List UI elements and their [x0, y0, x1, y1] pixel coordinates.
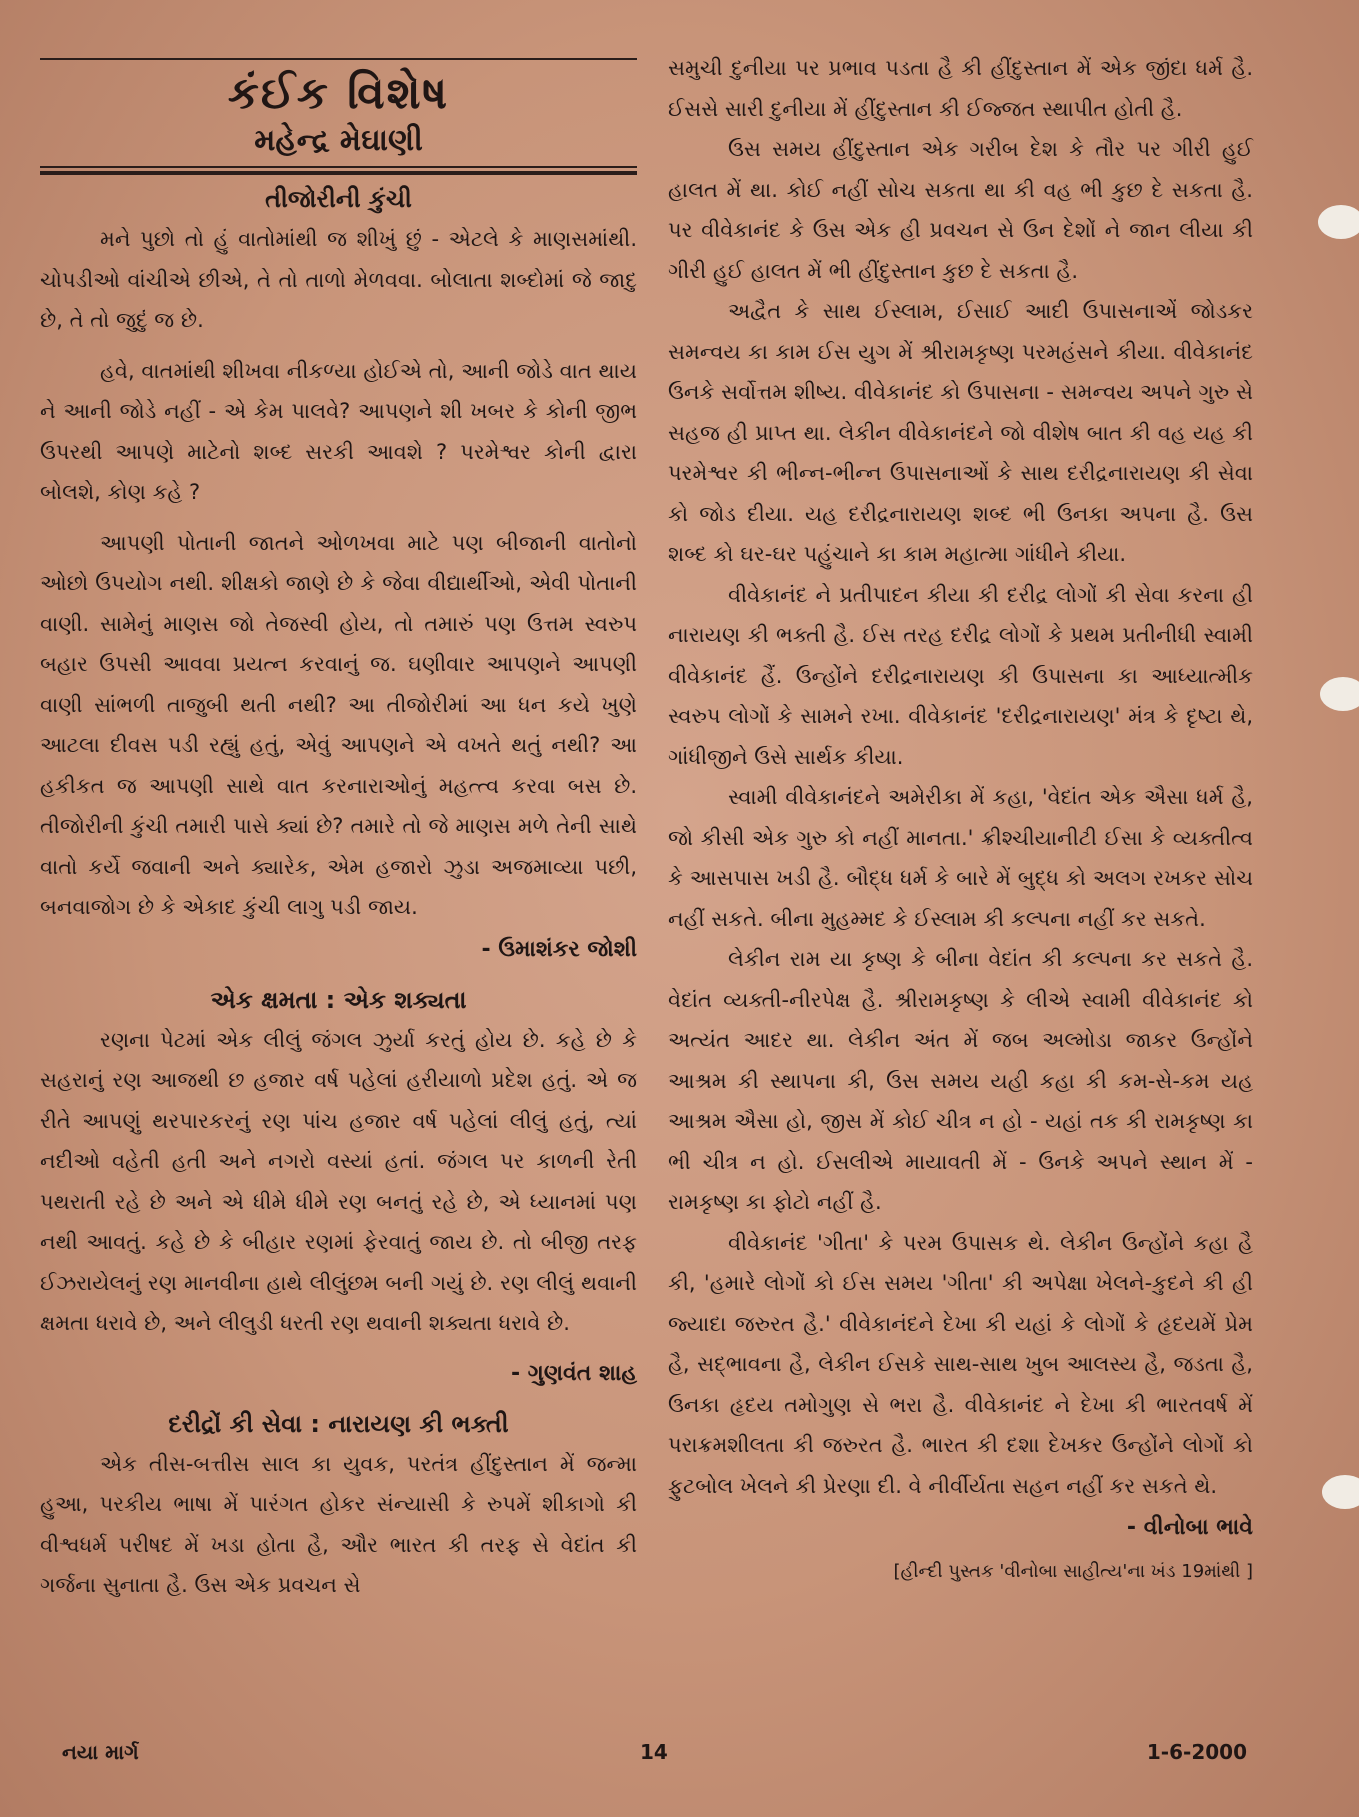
footer-date: 1-6-2000: [1146, 1740, 1247, 1764]
section-heading: દરીદ્રોં કી સેવા : નારાયણ કી ભક્તી: [168, 1409, 509, 1438]
article-paragraph: વીવેકાનંદ 'ગીતા' કે પરમ ઉપાસક થે. લેકીન ઉન્હોંને કહા હૈ કી, 'હમારે લોગોં કો ઈસ સમય 'ગીતા' કી અપેક્ષા ખેલને-કુદને કી હી જ્યાદા જરુરત હૈ.' વીવેકાનંદને દેખા કી યહાં કે લોગોં કે હૃદયમેં પ્રેમ હૈ, સદ્ભાવના હૈ, લેકીન ઈસકે સાથ-સાથ ખુબ આલસ્ય હૈ, જડતા હૈ, ઉનકા હૃદય તમોગુણ સે ભરા હૈ. વીવેકાનંદ ને દેખા કી ભારતવર્ષ મેં પરાક્રમશીલતા કી જરુરત હૈ. ભારત કી દશા દેખકર ઉન્હોંને લોગોં કો ફુટબોલ ખેલને કી પ્રેરણા દી. વે નીર્વીર્યતા સહન નહીં કર સકતે થે.: [668, 1230, 1253, 1498]
page-footer: [0, 1740, 1359, 1780]
article-paragraph: એક તીસ-બત્તીસ સાલ કા યુવક, પરતંત્ર હીંદુસ્તાન મેં જન્મા હુઆ, પરકીય ભાષા મેં પારંગત હોકર સંન્યાસી કે રુપમેં શીકાગો કી વીશ્વધર્મ પરીષદ મેં ખડા હોતા હૈ, ઔર ભારત કી તરફ સે વેદાંત કી ગર્જના સુનાતા હૈ. ઉસ એક પ્રવચન સે: [40, 1451, 637, 1597]
article-paragraph-continued: સમુચી દુનીયા પર પ્રભાવ પડતા હૈ કી હીંદુસ્તાન મેં એક જીંદા ધર્મ હૈ. ઈસસે સારી દુનીયા મેં હીંદુસ્તાન કી ઈજ્જત સ્થાપીત હોતી હૈ.: [668, 56, 1253, 121]
left-column: [40, 58, 637, 1606]
column-title: કંઈક વિશેષ: [227, 68, 450, 119]
top-rule: [40, 58, 637, 60]
column-author: મહેન્દ્ર મેઘાણી: [254, 123, 423, 158]
article-paragraph: રણના પેટમાં એક લીલું જંગલ ઝુર્યા કરતું હોય છે. કહે છે કે સહરાનું રણ આજથી છ હજાર વર્ષ પહેલાં હરીયાળો પ્રદેશ હતું. એ જ રીતે આપણું થરપારકરનું રણ પાંચ હજાર વર્ષ પહેલાં લીલું હતું, ત્યાં નદીઓ વહેતી હતી અને નગરો વસ્યાં હતાં. જંગલ પર કાળની રેતી પથરાતી રહે છે અને એ ધીમે ધીમે રણ બનતું રહે છે, એ ધ્યાનમાં પણ નથી આવતું. કહે છે કે બીહાર રણમાં ફેરવાતું જાય છે. તો બીજી તરફ ઈઝરાયેલનું રણ માનવીના હાથે લીલુંછમ બની ગયું છે. રણ લીલું થવાની ક્ષમતા ધરાવે છે, અને લીલુડી ધરતી રણ થવાની શક્યતા ધરાવે છે.: [40, 1027, 637, 1335]
article-author: - ઉમાશંકર જોશી: [481, 936, 637, 962]
article-paragraph: વીવેકાનંદ ને પ્રતીપાદન કીયા કી દરીદ્ર લોગોં કી સેવા કરના હી નારાયણ કી ભક્તી હૈ. ઈસ તરહ દરીદ્ર લોગોં કે પ્રથમ પ્રતીનીધી સ્વામી વીવેકાનંદ હૈં. ઉન્હોંને દરીદ્રનારાયણ કી ઉપાસના કા આધ્યાત્મીક સ્વરુપ લોગોં કે સામને રખા. વીવેકાનંદ 'દરીદ્રનારાયણ' મંત્ર કે દૃષ્ટા થે, ગાંધીજીને ઉસે સાર્થક કીયા.: [668, 582, 1253, 769]
divider: [40, 166, 637, 168]
article-paragraph: મને પુછો તો હું વાતોમાંથી જ શીખું છું - એટલે કે માણસમાંથી. ચોપડીઓ વાંચીએ છીએ, તે તો તાળો મેળવવા. બોલાતા શબ્દોમાં જે જાદુ છે, તે તો જુદું જ છે.: [40, 227, 637, 332]
page-tear-mark: [1318, 205, 1359, 239]
article-source: [હીન્દી પુસ્તક 'વીનોબા સાહીત્ય'ના ખંડ 19માંથી ]: [893, 1561, 1253, 1582]
footer-page-number: 14: [640, 1740, 668, 1764]
article-paragraph: અદ્વૈત કે સાથ ઈસ્લામ, ઈસાઈ આદી ઉપાસનાએં જોડકર સમન્વય કા કામ ઈસ યુગ મેં શ્રીરામકૃષ્ણ પરમહંસને કીયા. વીવેકાનંદ ઉનકે સર્વોત્તમ શીષ્ય. વીવેકાનંદ કો ઉપાસના - સમન્વય અપને ગુરુ સે સહજ હી પ્રાપ્ત થા. લેકીન વીવેકાનંદને જો વીશેષ બાત કી વહ યહ કી પરમેશ્વર કી ભીન્ન-ભીન્ન ઉપાસનાઓં કે સાથ દરીદ્રનારાયણ કી સેવા કો જોડ દીયા. યહ દરીદ્રનારાયણ શબ્દ ભી ઉનકા અપના હૈ. ઉસ શબ્દ કો ઘર-ઘર પહુંચાને કા કામ મહાત્મા ગાંધીને કીયા.: [668, 299, 1253, 566]
article-paragraph: હવે, વાતમાંથી શીખવા નીકળ્યા હોઈએ તો, આની જોડે વાત થાય ને આની જોડે નહીં - એ કેમ પાલવે? આપણને શી ખબર કે કોની જીભ ઉપરથી આપણે માટેનો શબ્દ સરકી આવશે ? પરમેશ્વર કોની દ્વારા બોલશે, કોણ કહે ?: [40, 358, 637, 504]
page-tear-mark: [1322, 1475, 1359, 1509]
article-author: - વીનોબા ભાવે: [1126, 1515, 1253, 1540]
section-heading: તીજોરીની કુંચી: [265, 185, 412, 213]
article-paragraph: ઉસ સમય હીંદુસ્તાન એક ગરીબ દેશ કે તૌર પર ગીરી હુઈ હાલત મેં થા. કોઈ નહીં સોચ સકતા થા કી વહ ભી કુછ દે સકતા હૈ. પર વીવેકાનંદ કે ઉસ એક હી પ્રવચન સે ઉન દેશોં ને જાન લીયા કી ગીરી હુઈ હાલત મેં ભી હીંદુસ્તાન કુછ દે સકતા હૈ.: [668, 137, 1253, 283]
footer-magazine-name: નયા માર્ગ: [62, 1740, 139, 1764]
article-paragraph: આપણી પોતાની જાતને ઓળખવા માટે પણ બીજાની વાતોનો ઓછો ઉપયોગ નથી. શીક્ષકો જાણે છે કે જેવા વીદ્યાર્થીઓ, એવી પોતાની વાણી. સામેનું માણસ જો તેજસ્વી હોય, તો તમારું પણ ઉત્તમ સ્વરુપ બહાર ઉપસી આવવા પ્રયત્ન કરવાનું જ. ઘણીવાર આપણને આપણી વાણી સાંભળી તાજુબી થતી નથી? આ તીજોરીમાં આ ધન કયે ખુણે આટલા દીવસ પડી રહ્યું હતું, એવું આપણને એ વખતે થતું નથી? આ હકીકત જ આપણી સાથે વાત કરનારાઓનું મહત્ત્વ કરવા બસ છે. તીજોરીની કુંચી તમારી પાસે ક્યાં છે? તમારે તો જે માણસ મળે તેની સાથે વાતો કર્યે જવાની અને ક્યારેક, એમ હજારો ઝુડા અજમાવ્યા પછી, બનવાજોગ છે કે એકાદ કુંચી લાગુ પડી જાય.: [40, 530, 637, 919]
divider-thick: [40, 171, 637, 175]
article-paragraph: લેકીન રામ યા કૃષ્ણ કે બીના વેદાંત કી કલ્પના કર સકતે હૈ. વેદાંત વ્યક્તી-નીરપેક્ષ હૈ. શ્રીરામકૃષ્ણ કે લીએ સ્વામી વીવેકાનંદ કો અત્યંત આદર થા. લેકીન અંત મેં જબ અલ્મોડા જાકર ઉન્હોંને આશ્રમ કી સ્થાપના કી, ઉસ સમય યહી કહા કી કમ-સે-કમ યહ આશ્રમ ઐસા હો, જીસ મેં કોઈ ચીત્ર ન હો - યહાં તક કી રામકૃષ્ણ કા ભી ચીત્ર ન હો. ઈસલીએ માયાવતી મેં - ઉનકે અપને સ્થાન મેં - રામકૃષ્ણ કા ફોટો નહીં હૈ.: [668, 947, 1253, 1214]
article-author: - ગુણવંત શાહ: [511, 1360, 637, 1386]
article-paragraph: સ્વામી વીવેકાનંદને અમેરીકા મેં કહા, 'વેદાંત એક ઐસા ધર્મ હૈ, જો કીસી એક ગુરુ કો નહીં માનતા.' ક્રીશ્ચીયાનીટી ઈસા કે વ્યક્તીત્વ કે આસપાસ ખડી હૈ. બૌદ્ધ ધર્મ કે બારે મેં બુદ્ધ કો અલગ રખકર સોચ નહીં સકતે. બીના મુહમ્મદ કે ઈસ્લામ કી કલ્પના નહીં કર સકતે.: [668, 785, 1253, 931]
right-column: [668, 48, 1253, 1590]
section-heading: એક ક્ષમતા : એક શક્યતા: [210, 985, 467, 1014]
page-tear-mark: [1320, 677, 1359, 711]
